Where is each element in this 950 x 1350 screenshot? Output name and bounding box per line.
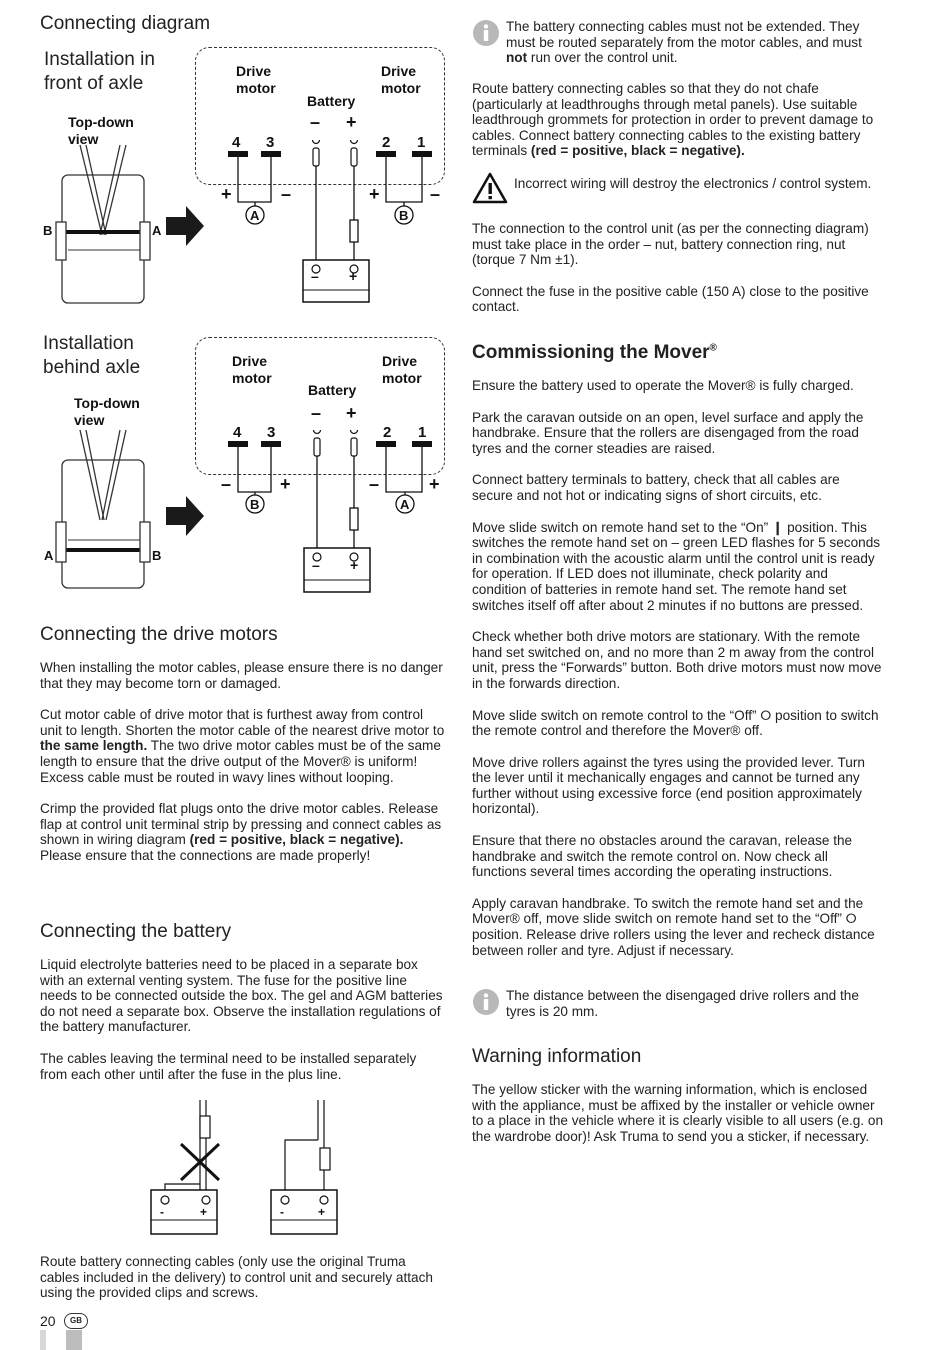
commissioning-paragraph-9: Apply caravan handbrake. To switch the remote hand set and the Mover® off, move slide switch on remote hand set to the “Off” ⭘ position. Release drive rollers using the lever and recheck distance between roller and tyre. Adjust if necessary. (472, 895, 875, 958)
connection-order-paragraph: The connection to the control unit (as per the connecting diagram) must take place in the order – nut, battery connection ring, nut (torque 7 Nm ±1). (472, 221, 869, 268)
info-icon (472, 988, 500, 1016)
info-icon (472, 19, 500, 47)
commissioning-paragraph-8: Ensure that there no obstacles around the caravan, release the handbrake and switch the remote control on. Now check all functions several times according the operating instructions. (472, 833, 853, 880)
behind-battery-plus-bottom: + (350, 557, 359, 573)
battery-paragraph-3: Route battery connecting cables (only use the original Truma cables included in the delivery) to control unit and securely attach using the provided clips and screws. (40, 1254, 433, 1301)
behind-battery-label: Battery (308, 382, 357, 398)
battery-heading: Connecting the battery (40, 921, 232, 942)
behind-side-right: B (152, 548, 162, 563)
dm-paragraph-2: Cut motor cable of drive motor that is furthest away from control unit to length. Shorten the motor cable of the nearest drive motor to the same length. The two drive motor cables must be of the same length to ensure that the drive output of the Mover® is uniform! Excess cable must be routed in wavy lines without looping. (40, 707, 445, 785)
front-motor-b-plus: + (369, 184, 380, 204)
page-number: 20 (40, 1313, 56, 1329)
svg-text:+: + (318, 1205, 326, 1219)
battery-paragraph-1: Liquid electrolyte batteries need to be placed in a separate box with an external venting system. The fuse for the positive line needs to be connected outside the box. The gel and AGM batteries do not need a separate box. Observe the installation regulations of the battery manufacturer. (40, 957, 443, 1035)
front-terminal-2: 2 (382, 134, 391, 151)
front-motor-a-plus: + (221, 184, 232, 204)
battery-paragraph-2: The cables leaving the terminal need to be installed separately from each other until after the fuse in the plus line. (40, 1050, 417, 1082)
front-wiring (195, 140, 455, 310)
front-topdown-label: Top-down view (68, 114, 134, 147)
svg-text:-: - (280, 1205, 284, 1219)
commissioning-text (472, 378, 884, 958)
behind-battery-plus: + (346, 403, 357, 423)
behind-terminal-2: 2 (383, 424, 392, 441)
diagram-heading: Connecting diagram (40, 13, 211, 34)
note1-text: The battery connecting cables must not be extended. They must be routed separately from the motor cables, and must not run over the control unit. (506, 19, 862, 66)
drive-motors-heading: Connecting the drive motors (40, 624, 278, 645)
commissioning-paragraph-6: Move slide switch on remote control to the “Off” ⭘ position to switch the remote control and therefore the Mover® off. (472, 707, 879, 739)
right-text-2 (472, 221, 882, 315)
front-motor-a-minus: – (281, 184, 292, 204)
behind-terminal-1: 1 (418, 424, 427, 441)
behind-motor-b-minus: – (221, 474, 232, 494)
front-terminal-3: 3 (266, 134, 275, 151)
front-terminal-4: 4 (232, 134, 241, 151)
commissioning-paragraph-7: Move drive rollers against the tyres using the provided lever. Turn the lever until it mechanically engages and cannot be turned any further without using excessive force (end position approximately horizontal). (472, 754, 865, 817)
warning-incorrect-wiring (472, 172, 882, 192)
warning-icon (472, 172, 508, 204)
behind-motor-a-label: A (400, 497, 410, 512)
behind-motor-a-minus: – (369, 474, 380, 494)
behind-drive-motor-left: Drive motor (232, 353, 272, 386)
behind-motor-a-plus: + (429, 474, 440, 494)
front-motor-a-label: A (250, 208, 260, 223)
footer-bar-2 (66, 1330, 82, 1350)
drive-motors-text (40, 660, 445, 864)
behind-terminal-3: 3 (267, 424, 276, 441)
front-side-left: B (43, 223, 53, 238)
note-distance (472, 988, 882, 1019)
svg-text:-: - (160, 1205, 164, 1219)
front-battery-plus: + (346, 112, 357, 132)
dm-paragraph-1: When installing the motor cables, please ensure there is no danger that they may become torn or damaged. (40, 660, 443, 691)
commissioning-paragraph-5: Check whether both drive motors are stationary. With the remote hand set switched on, and no more than 2 m away from the control unit, press the “Forwards” button. Both drive motors must now move in the forwards direction. (472, 629, 882, 691)
behind-battery-minus: – (311, 403, 322, 423)
behind-drive-motor-right: Drive motor (382, 353, 422, 386)
fuse-wiring-illustration (145, 1098, 385, 1238)
behind-terminal-4: 4 (233, 424, 242, 441)
svg-text:+: + (200, 1205, 208, 1219)
right-text-1 (472, 81, 882, 159)
behind-axle-title: Installation behind axle (43, 333, 141, 378)
behind-side-left: A (44, 548, 54, 563)
commissioning-paragraph-2: Park the caravan outside on an open, level surface and apply the handbrake. Ensure that the rollers are disengaged from the road tyres and the corner steadies are raised. (472, 409, 864, 456)
warning1-text: Incorrect wiring will destroy the electronics / control system. (514, 176, 872, 191)
front-drive-motor-left: Drive motor (236, 63, 276, 96)
front-motor-b-minus: – (430, 184, 441, 204)
battery-text (40, 957, 445, 1082)
behind-motor-b-label: B (250, 497, 260, 512)
front-axle-title: Installation in front of axle (44, 49, 155, 94)
front-battery-minus: – (310, 112, 321, 132)
note2-text: The distance between the disengaged drive rollers and the tyres is 20 mm. (506, 988, 859, 1019)
warning-information-heading: Warning information (472, 1046, 642, 1067)
front-battery-plus-bottom: + (349, 268, 358, 284)
front-drive-motor-right: Drive motor (381, 63, 421, 96)
dm-paragraph-3: Crimp the provided flat plugs onto the drive motor cables. Release flap at control unit terminal strip by pressing and connect cables as shown in wiring diagram (red = positive, black = negative). Please ensure that the connections are made properly! (40, 801, 442, 863)
commissioning-paragraph-4: Move slide switch on remote hand set to the “On” ❙ position. This switches the remote hand set on – green LED flashes for 5 seconds in combination with the acoustic alarm until the control unit is ready for operation. If LED does not illuminate, check polarity and condition of batteries in remote hand set. The remote hand set switches itself off after about 2 minutes if no buttons are pressed. (472, 519, 881, 613)
front-terminal-1: 1 (417, 134, 426, 151)
footer-bar-1 (40, 1330, 46, 1350)
language-badge: GB (64, 1313, 88, 1329)
behind-battery-minus-bottom: – (312, 557, 320, 573)
battery-text-2 (40, 1254, 445, 1301)
route-cables-paragraph: Route battery connecting cables so that they do not chafe (particularly at leadthroughs through metal panels). Use suitable leadthrough grommets for protection in order to prevent damage to cables. Connect battery connecting cables to the existing battery terminals (red = positive, black = negative). (472, 81, 874, 159)
fuse-paragraph: Connect the fuse in the positive cable (150 A) close to the positive contact. (472, 283, 869, 315)
commissioning-paragraph-1: Ensure the battery used to operate the Mover® is fully charged. (472, 378, 854, 393)
behind-motor-b-plus: + (280, 474, 291, 494)
commissioning-heading: Commissioning the Mover® (472, 342, 717, 363)
front-battery-label: Battery (307, 93, 356, 109)
commissioning-paragraph-3: Connect battery terminals to battery, check that all cables are secure and not hot or indicating signs of short circuits, etc. (472, 472, 840, 503)
behind-topdown-label: Top-down view (74, 395, 140, 428)
note-cables-not-extended (472, 19, 882, 66)
behind-wiring (195, 430, 455, 600)
front-battery-minus-bottom: – (311, 268, 319, 284)
warning-information-paragraph: The yellow sticker with the warning information, which is enclosed with the appliance, must be affixed by the installer or vehicle owner to a place in the vehicle where it is clearly visible to all users (e.g. on the wardrobe door)! Ask Truma to send you a sticker, if necessary. (472, 1082, 884, 1144)
front-side-right: A (152, 223, 162, 238)
warning-information-text (472, 1082, 884, 1144)
front-motor-b-label: B (399, 208, 409, 223)
